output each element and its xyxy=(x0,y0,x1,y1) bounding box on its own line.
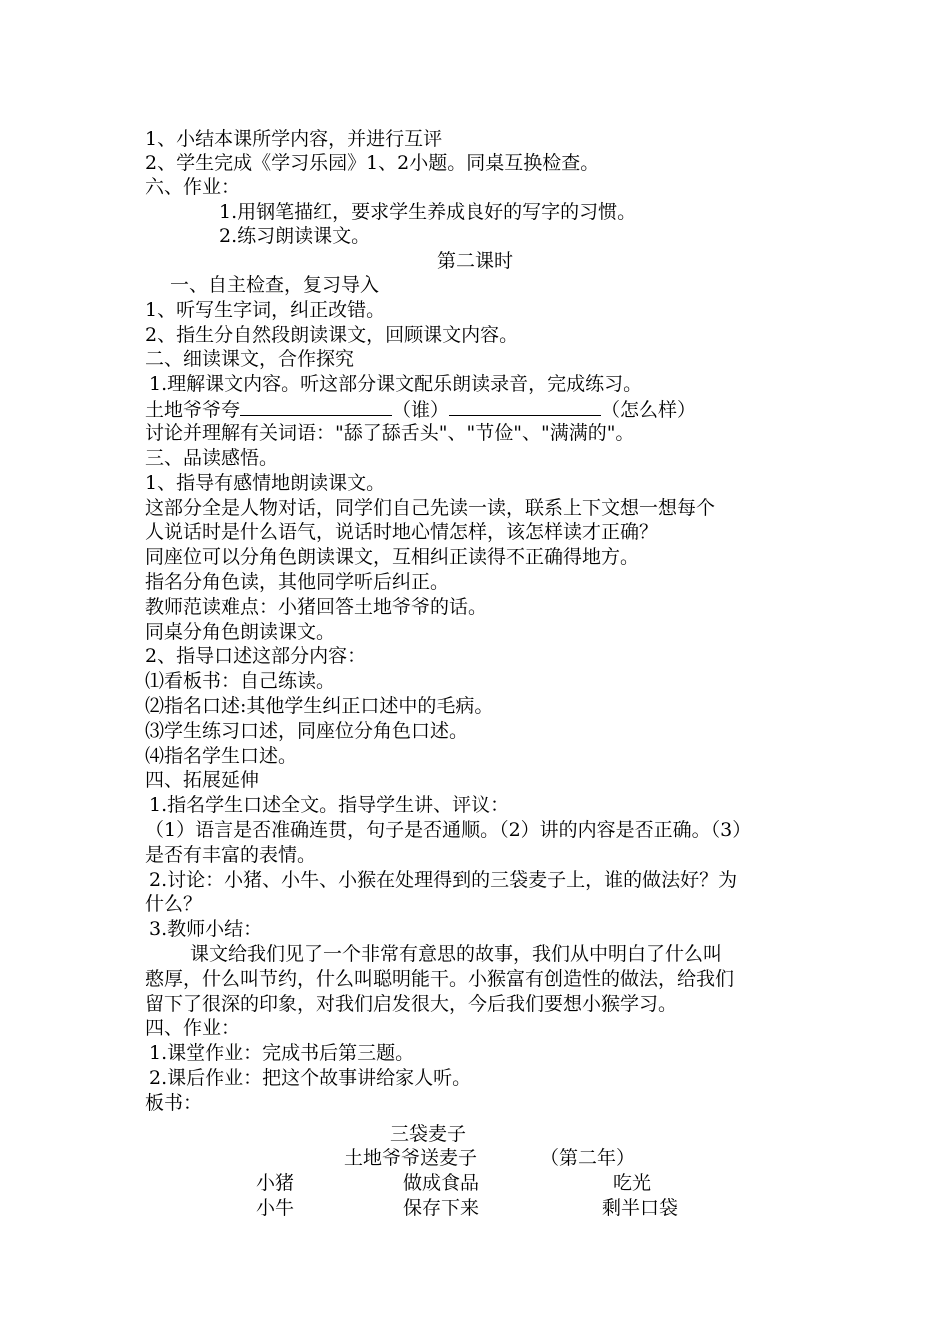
exercise-line: 2、学生完成《学习乐园》1、2小题。同桌互换检查。 xyxy=(145,152,600,174)
paragraph-line: 人说话时是什么语气，说话时地心情怎样，该怎样读才正确？ xyxy=(145,521,659,543)
blank-underline[interactable] xyxy=(449,397,601,416)
section-heading: 六、作业： xyxy=(145,176,241,198)
board-cell: 剩半口袋 xyxy=(602,1197,679,1219)
homework-item: 1.课堂作业：完成书后第三题。 xyxy=(149,1042,415,1064)
fill-blank-line xyxy=(145,397,696,422)
section-heading: 四、作业： xyxy=(145,1017,241,1039)
section-heading: 二、细读课文，合作探究 xyxy=(145,348,355,370)
board-label: 板书： xyxy=(145,1092,203,1114)
section-heading: 一、自主检查，复习导入 xyxy=(170,274,380,296)
fill-blank-who: （谁） xyxy=(392,399,450,421)
board-cell: 小牛 xyxy=(256,1197,295,1219)
paragraph-line: 留下了很深的印象，对我们启发很大，今后我们要想小猴学习。 xyxy=(145,993,678,1015)
step-line: 2、指导口述这部分内容： xyxy=(145,645,367,667)
paragraph-line: 教师范读难点：小猪回答土地爷爷的话。 xyxy=(145,596,488,618)
board-cell: 保存下来 xyxy=(403,1197,480,1219)
blank-underline[interactable] xyxy=(240,397,392,416)
sub-step-line: ⑷指名学生口述。 xyxy=(145,745,298,767)
step-line: 2、指生分自然段朗读课文，回顾课文内容。 xyxy=(145,324,519,346)
discussion-line: 讨论并理解有关词语："舔了舔舌头"、"节俭"、"满满的"。 xyxy=(145,422,635,444)
step-line: 3.教师小结： xyxy=(149,918,263,940)
board-cell: 小猪 xyxy=(256,1172,295,1194)
paragraph-line: 指名分角色读，其他同学听后纠正。 xyxy=(145,571,450,593)
board-cell: 做成食品 xyxy=(403,1172,480,1194)
paragraph-line: 什么？ xyxy=(145,893,203,915)
sub-step-line: ⑶学生练习口述，同座位分角色口述。 xyxy=(145,720,469,742)
paragraph-line: 同座位可以分角色朗读课文，互相纠正读得不正确得地方。 xyxy=(145,546,640,568)
homework-item: 2.课后作业：把这个故事讲给家人听。 xyxy=(149,1067,472,1089)
sub-step-line: ⑴看板书：自己练读。 xyxy=(145,670,336,692)
step-line: 1.指名学生口述全文。指导学生讲、评议： xyxy=(149,794,510,816)
paragraph-line: （1）语言是否准确连贯，句子是否通顺。（2）讲的内容是否正确。（3） xyxy=(145,819,752,841)
homework-item: 1.用钢笔描红，要求学生养成良好的写字的习惯。 xyxy=(219,201,637,223)
board-subtitle: 土地爷爷送麦子 xyxy=(344,1147,478,1169)
step-line: 2.讨论：小猪、小牛、小猴在处理得到的三袋麦子上，谁的做法好？为 xyxy=(149,869,738,891)
step-line: 1.理解课文内容。听这部分课文配乐朗读录音，完成练习。 xyxy=(149,373,643,395)
fill-blank-prefix: 土地爷爷夸 xyxy=(145,399,241,421)
paragraph-line: 这部分全是人物对话，同学们自己先读一读，联系上下文想一想每个 xyxy=(145,497,716,519)
fill-blank-how: （怎么样） xyxy=(601,399,697,421)
paragraph-line: 课文给我们见了一个非常有意思的故事，我们从中明白了什么叫 xyxy=(190,943,723,965)
section-heading: 三、品读感悟。 xyxy=(145,447,279,469)
lesson-title: 第二课时 xyxy=(436,250,513,272)
paragraph-line: 是否有丰富的表情。 xyxy=(145,844,317,866)
step-line: 1、指导有感情地朗读课文。 xyxy=(145,472,386,494)
sub-step-line: ⑵指名口述:其他学生纠正口述中的毛病。 xyxy=(145,695,494,717)
homework-item: 2.练习朗读课文。 xyxy=(219,225,371,247)
paragraph-line: 憨厚，什么叫节约，什么叫聪明能干。小猴富有创造性的做法，给我们 xyxy=(145,968,735,990)
step-line: 1、听写生字词，纠正改错。 xyxy=(145,299,386,321)
paragraph-line: 同桌分角色朗读课文。 xyxy=(145,621,336,643)
board-year: （第二年） xyxy=(540,1147,636,1169)
summary-line: 1、小结本课所学内容，并进行互评 xyxy=(145,128,443,150)
board-cell: 吃光 xyxy=(613,1172,652,1194)
board-title: 三袋麦子 xyxy=(390,1123,467,1145)
section-heading: 四、拓展延伸 xyxy=(145,769,260,791)
